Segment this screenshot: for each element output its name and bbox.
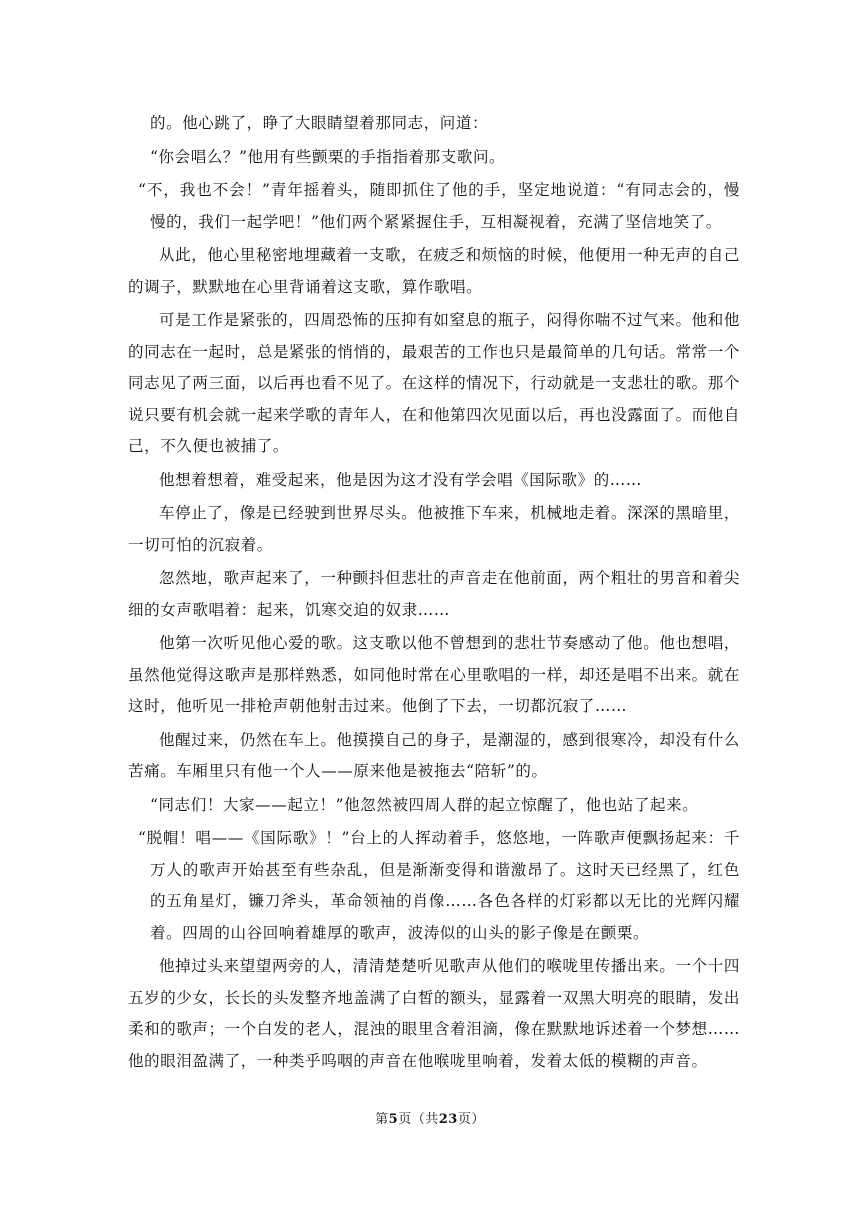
footer-middle: 页（共 — [398, 1112, 439, 1127]
paragraph: 从此，他心里秘密地埋藏着一支歌，在疲乏和烦恼的时候，他便用一种无声的自己的调子，默默地在心里背诵着这支歌，算作歌唱。 — [128, 246, 740, 296]
paragraph: “不，我也不会！”青年摇着头，随即抓住了他的手，坚定地说道：“有同志会的，慢慢的，我们一起学吧！”他们两个紧紧握住手，互相凝视着，充满了坚信地笑了。 — [138, 181, 740, 231]
paragraph: 他第一次听见他心爱的歌。这支歌以他不曾想到的悲壮节奏感动了他。他也想唱，虽然他觉得这歌声是那样熟悉，如同他时常在心里歌唱的一样，却还是唱不出来。就在这时，他听见一排枪声朝他射击过来。他倒了下去，一切都沉寂了…… — [128, 634, 740, 715]
paragraph: “脱帽！唱——《国际歌》！”台上的人挥动着手，悠悠地，一阵歌声便飘扬起来：千万人的歌声开始甚至有些杂乱，但是渐渐变得和谐激昂了。这时天已经黑了，红色的五角星灯，镰刀斧头，革命领袖的肖像……各色各样的灯彩都以无比的光辉闪耀着。四周的山谷回响着雄厚的歌声，波涛似的山头的影子像是在颤栗。 — [138, 829, 740, 942]
paragraph: “你会唱么？”他用有些颤栗的手指指着那支歌问。 — [150, 147, 506, 166]
paragraph: 可是工作是紧张的，四周恐怖的压抑有如窒息的瓶子，闷得你喘不过气来。他和他的同志在一起时，总是紧张的悄悄的，最艰苦的工作也只是最简单的几句话。常常一个同志见了两三面，以后再也看不见了。在这样的情况下，行动就是一支悲壮的歌。那个说只要有机会就一起来学歌的青年人，在和他第四次见面以后，再也没露面了。而他自己，不久便也被捕了。 — [128, 311, 740, 455]
page-number: 5 — [388, 1112, 399, 1127]
paragraph: 的。他心跳了，睁了大眼睛望着那同志，问道： — [150, 114, 489, 132]
footer-suffix: 页） — [457, 1112, 485, 1127]
total-pages: 23 — [438, 1112, 458, 1127]
page-footer — [0, 1108, 860, 1127]
paragraph: 他醒过来，仍然在车上。他摸摸自己的身子，是潮湿的，感到很寒冷，却没有什么苦痛。车厢里只有他一个人——原来他是被拖去“陪斩”的。 — [128, 730, 740, 780]
body-text — [128, 108, 740, 1079]
paragraph: 忽然地，歌声起来了，一种颤抖但悲壮的声音走在他前面，两个粗壮的男音和着尖细的女声歌唱着：起来，饥寒交迫的奴隶…… — [128, 569, 740, 619]
paragraph: 他掉过头来望望两旁的人，清清楚楚听见歌声从他们的喉咙里传播出来。一个十四五岁的少女，长长的头发整齐地盖满了白皙的额头，显露着一双黑大明亮的眼睛，发出柔和的歌声；一个白发的老人，混浊的眼里含着泪滴，像在默默地诉述着一个梦想……他的眼泪盈满了，一种类乎呜咽的声音在他喉咙里响着，发着太低的模糊的声音。 — [128, 957, 740, 1070]
paragraph: 他想着想着，难受起来，他是因为这才没有学会唱《国际歌》的…… — [159, 470, 643, 489]
footer-prefix: 第 — [375, 1112, 389, 1127]
paragraph: 车停止了，像是已经驶到世界尽头。他被推下车来，机械地走着。深深的黑暗里，一切可怕的沉寂着。 — [128, 504, 740, 554]
paragraph: “同志们！大家——起立！”他忽然被四周人群的起立惊醒了，他也站了起来。 — [150, 795, 699, 814]
